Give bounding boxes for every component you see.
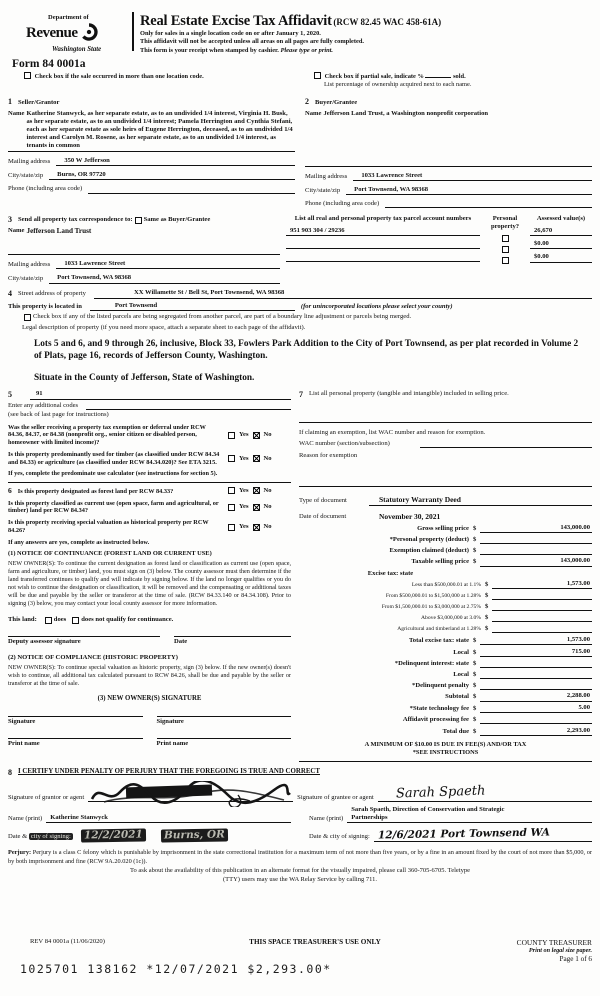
correspondence-mailing-value[interactable]: 1033 Lawrence Street xyxy=(56,260,280,269)
does-not-label: does not qualify for continuance. xyxy=(81,616,174,624)
same-as-buyer-checkbox[interactable] xyxy=(135,217,142,224)
excise-tax-state-header: Excise tax: state xyxy=(367,569,414,577)
dollar-sign: $ xyxy=(485,614,489,622)
personal-property-header: Personal property? xyxy=(490,215,520,230)
delinquent-penalty-label: *Delinquent penalty xyxy=(412,681,469,689)
total-due-value[interactable]: 2,293.00 xyxy=(480,727,592,736)
seller-citystate-label: City/state/zip xyxy=(8,172,44,180)
rate-tier-3-label: From $1,500,000.01 to $3,000,000 at 2.75% xyxy=(381,604,481,611)
local-tax-label: Local xyxy=(453,648,469,656)
alternate-format-note-2: (TTY) users may use the WA Relay Service by calling 711. xyxy=(223,875,377,883)
q1-no-label: No xyxy=(263,431,272,439)
rate-tier-1-value[interactable]: 1,573.00 xyxy=(492,580,592,589)
rate-agricultural-value[interactable] xyxy=(492,625,592,634)
q3-yes-checkbox[interactable] xyxy=(228,487,235,494)
located-in-value[interactable]: Port Townsend xyxy=(90,302,295,311)
grantor-city-ink: Burns, OR xyxy=(161,828,228,842)
section-4-number: 4 xyxy=(8,288,12,298)
exemption-claimed-label: Exemption claimed (deduct) xyxy=(389,546,469,554)
reason-exemption-field[interactable] xyxy=(299,460,592,486)
correspondence-citystate-label: City/state/zip xyxy=(8,275,44,283)
location-code-value[interactable]: 91 xyxy=(30,390,291,399)
perjury-notice xyxy=(8,848,592,884)
section-3-correspondence xyxy=(8,215,280,283)
notice-compliance-title: (2) NOTICE OF COMPLIANCE (HISTORIC PROPERTY) xyxy=(8,653,178,661)
subtotal-label: Subtotal xyxy=(445,693,469,701)
buyer-citystate-value[interactable]: Port Townsend, WA 98368 xyxy=(346,186,592,195)
assessed-value-header: Assessed value(s) xyxy=(536,215,586,223)
q3-no-label: No xyxy=(263,486,272,494)
personal-property-checkbox-2[interactable] xyxy=(502,246,509,253)
q3-no-checkbox[interactable] xyxy=(253,487,260,494)
parcel-number-2[interactable] xyxy=(286,240,480,249)
certify-statement: I CERTIFY UNDER PENALTY OF PERJURY THAT THE FOREGOING IS TRUE AND CORRECT xyxy=(18,768,320,776)
header-note-3: This form is your receipt when stamped by cashier. Please type or print. xyxy=(140,46,334,54)
parcel-number-1[interactable]: 951 903 304 / 29236 xyxy=(286,227,480,236)
dor-logo xyxy=(8,10,130,55)
seller-name-value[interactable]: Katherine Stanwyck, as her separate estate, as to an undivided 1/4 interest, Virginia H. Busk, as her separate estate, as to an undivided 1/4 interest; Pamela Herrington and Cynthia Stefani, each as her separate estate as sole heirs of Eugene Herrington, deceased, as to an undivided 1/4 interest and Carolyn M. Rosene, as her separate estate, as to an undivided 1/4 interest, as tenants in common xyxy=(26,109,293,149)
total-excise-state-label: Total excise tax: state xyxy=(409,636,469,644)
subtotal-value[interactable]: 2,288.00 xyxy=(480,692,592,701)
treasurer-stamp: 1025701 138162 *12/07/2021 $2,293.00* xyxy=(20,962,332,976)
grantee-signature-label: Signature of grantee or agent xyxy=(297,793,374,801)
deputy-date-label: Date xyxy=(174,638,188,646)
delinquent-interest-state-label: *Delinquent interest: state xyxy=(394,659,469,667)
buyer-grantee-label: Buyer/Grantee xyxy=(315,99,358,107)
total-due-label: Total due xyxy=(442,727,469,735)
notice-continuance-title: (1) NOTICE OF CONTINUANCE (FOREST LAND OR CURRENT USE) xyxy=(8,549,212,557)
q2-no-label: No xyxy=(263,454,272,462)
affidavit-processing-fee-value[interactable] xyxy=(480,716,592,725)
personal-property-deduct-label: *Personal property (deduct) xyxy=(389,535,469,543)
grantee-signature-area[interactable] xyxy=(378,780,592,802)
delinquent-interest-state-value[interactable] xyxy=(480,659,592,668)
unincorporated-note: (for unincorporated locations please select your county) xyxy=(300,302,453,310)
parcel-table xyxy=(286,215,592,283)
dollar-sign: $ xyxy=(473,546,477,554)
new-owner-signature-2[interactable] xyxy=(157,716,292,726)
grantor-signature-area[interactable] xyxy=(88,780,293,802)
new-owner-signature-1[interactable] xyxy=(8,716,143,726)
section-7-number: 7 xyxy=(299,389,303,399)
grantee-date-city-value[interactable] xyxy=(374,828,592,842)
multi-location-checkbox-row xyxy=(22,72,312,89)
section-5-6-divider xyxy=(8,482,291,483)
right-column xyxy=(299,390,592,763)
additional-codes-label: Enter any additional codes xyxy=(8,401,79,409)
correspondence-citystate-value[interactable]: Port Townsend, WA 98368 xyxy=(49,274,280,283)
partial-sale-label: Check box if partial sale, indicate % xyxy=(324,73,424,81)
grantee-date-city-row xyxy=(309,828,592,842)
tax-section-bottom-divider xyxy=(299,761,592,762)
legal-description-text[interactable]: Lots 5 and 6, and 9 through 26, inclusive, Block 33, Fowlers Park Addition to the City of Port Townsend, as per plat recorded in Volume 2 of Plats, page 16, records of Jefferson County, Washington. xyxy=(34,338,579,362)
correspondence-name-line2[interactable] xyxy=(8,247,280,255)
q2-yes-checkbox[interactable] xyxy=(228,455,235,462)
correspondence-mailing-label: Mailing address xyxy=(8,261,51,269)
left-column xyxy=(8,390,291,763)
dollar-sign: $ xyxy=(473,705,477,713)
seller-mailing-label: Mailing address xyxy=(8,157,51,165)
gross-selling-price-value[interactable]: 143,000.00 xyxy=(480,524,592,533)
dollar-sign: $ xyxy=(473,524,477,532)
new-owner-printname-2[interactable] xyxy=(157,738,292,748)
local-tax-value[interactable]: 715.00 xyxy=(480,648,592,657)
q2-yes-label: Yes xyxy=(239,454,249,462)
located-in-label: This property is located in xyxy=(8,302,82,310)
q4-no-label: No xyxy=(263,503,272,511)
grantee-name-print-label: Name (print) xyxy=(309,814,344,822)
segregated-label: Check box if any of the listed parcels are being segregated from another parcel, are part of a boundary line adjustment or parcels being merged. xyxy=(33,313,412,321)
affidavit-processing-fee-label: Affidavit processing fee xyxy=(402,716,469,724)
if-yes-note: If any answers are yes, complete as instructed below. xyxy=(8,539,150,546)
county-treasurer-block xyxy=(452,938,592,964)
signature-label-1: Signature xyxy=(8,717,36,725)
assessed-value-1[interactable]: 26,670 xyxy=(530,227,592,236)
type-of-document-label: Type of document xyxy=(299,497,347,505)
grantor-date-city-row xyxy=(8,828,291,842)
street-address-label: Street address of property xyxy=(18,290,86,298)
dollar-sign: $ xyxy=(485,603,489,611)
question-exemption-deferral: Was the seller receiving a property tax exemption or deferral under RCW 84.36, 84.37, or 84.38 (nonprofit org., senior citizen or disabled person, homeowner with limited income)? xyxy=(8,423,206,447)
parcel-numbers-header: List all real and personal property tax parcel account numbers xyxy=(294,215,472,223)
correspondence-name-value[interactable]: Jefferson Land Trust xyxy=(26,227,92,236)
perjury-label: Perjury: xyxy=(8,848,32,856)
personal-property-deduct-value[interactable] xyxy=(480,535,592,544)
new-owner-printname-1[interactable] xyxy=(8,738,143,748)
gross-selling-price-label: Gross selling price xyxy=(417,524,469,532)
notice-compliance-body: NEW OWNER(S): To continue special valuation as historic property, sign (3) below. If the new owner(s) doesn't wish to continue, all additional tax calculated pursuant to RCW 84.26, shall be due and payable by the seller or transferor at the time of sale. xyxy=(8,663,291,688)
q4-yes-checkbox[interactable] xyxy=(228,504,235,511)
grantee-signature-ink: Sarah Spaeth xyxy=(395,783,486,802)
date-of-document-label: Date of document xyxy=(299,512,347,520)
legal-description-label: Legal description of property (if you need more space, attach a separate sheet to each page of the affidavit). xyxy=(22,323,306,331)
rate-tier-2-label: From $500,000.01 to $1,500,000 at 1.28% xyxy=(385,593,481,600)
exemption-claimed-value[interactable] xyxy=(480,546,592,555)
buyer-mailing-label: Mailing address xyxy=(305,172,348,180)
dollar-sign: $ xyxy=(473,716,477,724)
signature-label-2: Signature xyxy=(156,717,184,725)
exemption-note: If claiming an exemption, list WAC number and reason for exemption. xyxy=(299,428,486,436)
personal-property-checkbox-3[interactable] xyxy=(502,257,509,264)
header-note-2: This affidavit will not be accepted unless all areas on all pages are fully completed. xyxy=(140,38,364,46)
grantor-date-ink: 12/2/2021 xyxy=(81,828,146,842)
buyer-phone-value[interactable] xyxy=(385,200,592,208)
alternate-format-note-1: To ask about the availability of this publication in an alternate format for the visually impaired, please call 360-705-6705. Teletype xyxy=(130,866,470,874)
grantor-date-city-value[interactable] xyxy=(77,829,291,842)
rate-tier-2-value[interactable] xyxy=(492,592,592,601)
deputy-assessor-signature-line[interactable] xyxy=(8,636,160,646)
delinquent-interest-local-value[interactable] xyxy=(480,670,592,679)
print-name-label-1: Print name xyxy=(8,739,40,747)
situate-text: Situate in the County of Jefferson, State of Washington. xyxy=(34,372,255,383)
predominate-use-note: If yes, complete the predominate use calculator (see instructions for section 5). xyxy=(8,469,218,477)
partial-sale-sold-label: sold. xyxy=(453,73,466,81)
multi-location-label: Check box if the sale occurred in more than one location code. xyxy=(34,73,204,81)
grantor-date-label: Date & city of signing: xyxy=(8,833,71,841)
exemption-divider xyxy=(299,486,592,487)
dollar-sign: $ xyxy=(485,581,489,589)
q3-yes-label: Yes xyxy=(239,486,249,494)
seller-citystate-value[interactable]: Burns, OR 97720 xyxy=(49,171,295,180)
grantor-signature-label: Signature of grantor or agent xyxy=(8,793,85,801)
buyer-phone-label: Phone (including area code) xyxy=(305,200,380,208)
section-8-certification xyxy=(8,768,592,841)
washington-state-label: Washington State xyxy=(52,46,102,54)
dollar-sign: $ xyxy=(473,727,477,735)
section-4-property xyxy=(8,289,592,332)
section-7-divider xyxy=(299,422,592,423)
seller-phone-label: Phone (including area code) xyxy=(8,185,83,193)
rate-tier-4-label: Above $3,000,000 at 3.0% xyxy=(421,615,481,622)
state-technology-fee-label: *State technology fee xyxy=(409,705,469,713)
see-instructions-note: *SEE INSTRUCTIONS xyxy=(412,749,479,757)
buyer-citystate-label: City/state/zip xyxy=(305,186,341,194)
wac-number-field[interactable] xyxy=(420,440,592,448)
section-2-number: 2 xyxy=(305,97,309,107)
delinquent-interest-local-label: Local xyxy=(453,670,469,678)
grantee-name-print-value[interactable]: Sarah Spaeth, Direction of Conservation and Strategic Partnerships xyxy=(347,806,592,823)
rate-tier-4-value[interactable] xyxy=(492,614,592,623)
question-forest-land: 6 Is this property designated as forest land per RCW 84.33? xyxy=(8,485,174,495)
grantee-date-ink: 12/6/2021 Port Townsend WA xyxy=(377,826,550,842)
does-label: does xyxy=(53,616,67,624)
form-title-code: (RCW 82.45 WAC 458-61A) xyxy=(333,17,442,27)
treasurer-use-only-label: THIS SPACE TREASURER'S USE ONLY xyxy=(249,938,381,946)
dollar-sign: $ xyxy=(473,648,477,656)
dollar-sign: $ xyxy=(485,592,489,600)
dollar-sign: $ xyxy=(485,625,489,633)
segregated-checkbox[interactable] xyxy=(24,314,31,321)
partial-sale-percent-field[interactable] xyxy=(425,77,451,78)
delinquent-penalty-value[interactable] xyxy=(480,681,592,690)
legal-size-note: Print on legal size paper. xyxy=(528,947,592,955)
type-of-document-value[interactable]: Statutory Warranty Deed xyxy=(369,495,592,505)
parcel-number-3[interactable] xyxy=(286,253,480,262)
rate-tier-1-label: Less than $500,000.01 at 1.1% xyxy=(411,582,481,589)
q4-no-checkbox[interactable] xyxy=(253,504,260,511)
q1-no-checkbox[interactable] xyxy=(253,432,260,439)
rate-agricultural-label: Agricultural and timberland at 1.28% xyxy=(397,626,481,633)
buyer-name-label: Name xyxy=(305,109,322,117)
this-land-label: This land: xyxy=(8,616,37,624)
seller-phone-value[interactable] xyxy=(88,186,295,194)
dept-of-label: Department of xyxy=(48,14,89,21)
seller-name-label: Name xyxy=(8,109,25,117)
dollar-sign: $ xyxy=(473,670,477,678)
partial-sale-checkbox-row xyxy=(312,72,471,89)
new-owners-signature-title: (3) NEW OWNER(S) SIGNATURE xyxy=(97,695,202,703)
dollar-sign: $ xyxy=(473,636,477,644)
date-of-document-value[interactable]: November 30, 2021 xyxy=(379,511,441,521)
buyer-name-value[interactable]: Jefferson Land Trust, a Washington nonprofit corporation xyxy=(323,109,489,117)
section-1-number: 1 xyxy=(8,97,12,107)
section-3-number: 3 xyxy=(8,215,12,225)
taxable-selling-price-label: Taxable selling price xyxy=(411,558,469,566)
assessed-value-2[interactable]: $0.00 xyxy=(530,240,592,249)
additional-codes-note: (see back of last page for instructions) xyxy=(8,411,109,419)
q5-yes-label: Yes xyxy=(239,523,249,531)
footer xyxy=(8,938,592,964)
q5-yes-checkbox[interactable] xyxy=(228,524,235,531)
question-current-use: Is this property classified as current use (open space, farm and agricultural, or timber) land per RCW 84.34? xyxy=(8,499,219,515)
section-1-seller xyxy=(8,97,295,208)
section-8-number: 8 xyxy=(8,768,12,778)
multi-location-checkbox[interactable] xyxy=(24,72,31,79)
perjury-body: Perjury is a class C felony which is punishable by imprisonment in the state correctional institution for a maximum term of not more than five years, or by a fine in an amount fixed by the court of not more than $5,000, or by both imprisonment and fine (RCW 9A.20.020 (1c)). xyxy=(8,848,592,865)
q1-yes-label: Yes xyxy=(239,431,249,439)
q2-no-checkbox[interactable] xyxy=(253,455,260,462)
q1-yes-checkbox[interactable] xyxy=(228,432,235,439)
ownership-percentage-note: List percentage of ownership acquired next to each name. xyxy=(324,81,472,89)
reason-exemption-label: Reason for exemption xyxy=(299,452,358,460)
question-historical: Is this property receiving special valuation as historical property per RCW 84.26? xyxy=(8,519,209,535)
header-note-1: Only for sales in a single location code on or after January 1, 2020. xyxy=(140,30,321,38)
grantor-signature-ink xyxy=(88,781,293,807)
deputy-assessor-label: Deputy assessor signature xyxy=(8,638,81,646)
dor-swirl-icon xyxy=(79,22,99,45)
rev-form-number: REV 84 0001a (11/06/2020) xyxy=(30,938,105,945)
state-technology-fee-value[interactable]: 5.00 xyxy=(480,704,592,713)
revenue-wordmark: Revenue xyxy=(26,25,78,42)
wac-number-label: WAC number (section/subsection) xyxy=(299,439,390,447)
dollar-sign: $ xyxy=(473,558,477,566)
seller-grantor-label: Seller/Grantor xyxy=(18,99,60,107)
section-2-buyer xyxy=(305,97,592,208)
county-treasurer-label: COUNTY TREASURER xyxy=(516,938,592,947)
dollar-sign: $ xyxy=(473,659,477,667)
notice-continuance-body: NEW OWNER(S): To continue the current designation as forest land or classification as current use (open space, farm and agriculture, or timber) land, you must sign on (3) below. The county assessor must then determine if the land transferred continues to qualify and will indicate by signing below. If the land no longer qualifies or you do not wish to continue the designation or classification, it will be removed and the compensating or additional taxes will be due and payable by the seller or transferor at the time of sale. (RCW 84.33.140 or 84.34.108). Prior to signing (3) below, you may contact your local county assessor for more information. xyxy=(8,559,291,608)
minimum-due-note: A MINIMUM OF $10.00 IS DUE IN FEE(S) AND/OR TAX xyxy=(364,741,527,749)
form-number: Form 84 0001a xyxy=(12,58,86,71)
question-timber-agriculture: Is this property predominantly used for timber (as classified under RCW 84.34 and 84.33) or agriculture (as classified under RCW 84.34.020)? See ETA 3215. xyxy=(8,451,220,466)
personal-property-list-label: List all personal property (tangible and intangible) included in selling price. xyxy=(309,389,509,397)
dollar-sign: $ xyxy=(473,693,477,701)
additional-codes-field[interactable] xyxy=(86,402,291,410)
grantor-name-print-value[interactable]: Katherine Stanwyck xyxy=(46,814,291,823)
page-number: Page 1 of 6 xyxy=(559,955,592,963)
seller-mailing-value[interactable]: 350 W Jefferson xyxy=(56,157,295,166)
assessed-value-3[interactable]: $0.00 xyxy=(530,253,592,262)
grantor-name-print-label: Name (print) xyxy=(8,814,43,822)
personal-property-checkbox-1[interactable] xyxy=(502,235,509,242)
print-name-label-2: Print name xyxy=(156,739,189,747)
correspondence-label: Send all property tax correspondence to: xyxy=(18,216,133,224)
deputy-date-line[interactable] xyxy=(174,636,291,646)
correspondence-name-label: Name xyxy=(8,227,25,235)
rate-tier-3-value[interactable] xyxy=(492,603,592,612)
dollar-sign: $ xyxy=(473,535,477,543)
header xyxy=(8,10,592,55)
partial-sale-checkbox[interactable] xyxy=(314,72,321,79)
q5-no-checkbox[interactable] xyxy=(253,524,260,531)
taxable-selling-price-value[interactable]: 143,000.00 xyxy=(480,557,592,566)
dollar-sign: $ xyxy=(473,681,477,689)
does-qualify-checkbox[interactable] xyxy=(45,617,52,624)
q4-yes-label: Yes xyxy=(239,503,249,511)
header-divider xyxy=(132,12,134,51)
does-not-qualify-checkbox[interactable] xyxy=(72,617,79,624)
grantee-date-label: Date & city of signing: xyxy=(309,833,370,841)
buyer-mailing-value[interactable]: 1033 Lawrence Street xyxy=(353,172,592,181)
q5-no-label: No xyxy=(263,523,272,531)
section-5-number: 5 xyxy=(8,389,12,399)
same-as-buyer-label: Same as Buyer/Grantee xyxy=(143,216,211,224)
form-title: Real Estate Excise Tax Affidavit xyxy=(140,13,332,29)
street-address-value[interactable]: XX Willamette St / Bell St, Port Townsend, WA 98368 xyxy=(94,289,592,298)
total-excise-state-value[interactable]: 1,573.00 xyxy=(480,636,592,645)
